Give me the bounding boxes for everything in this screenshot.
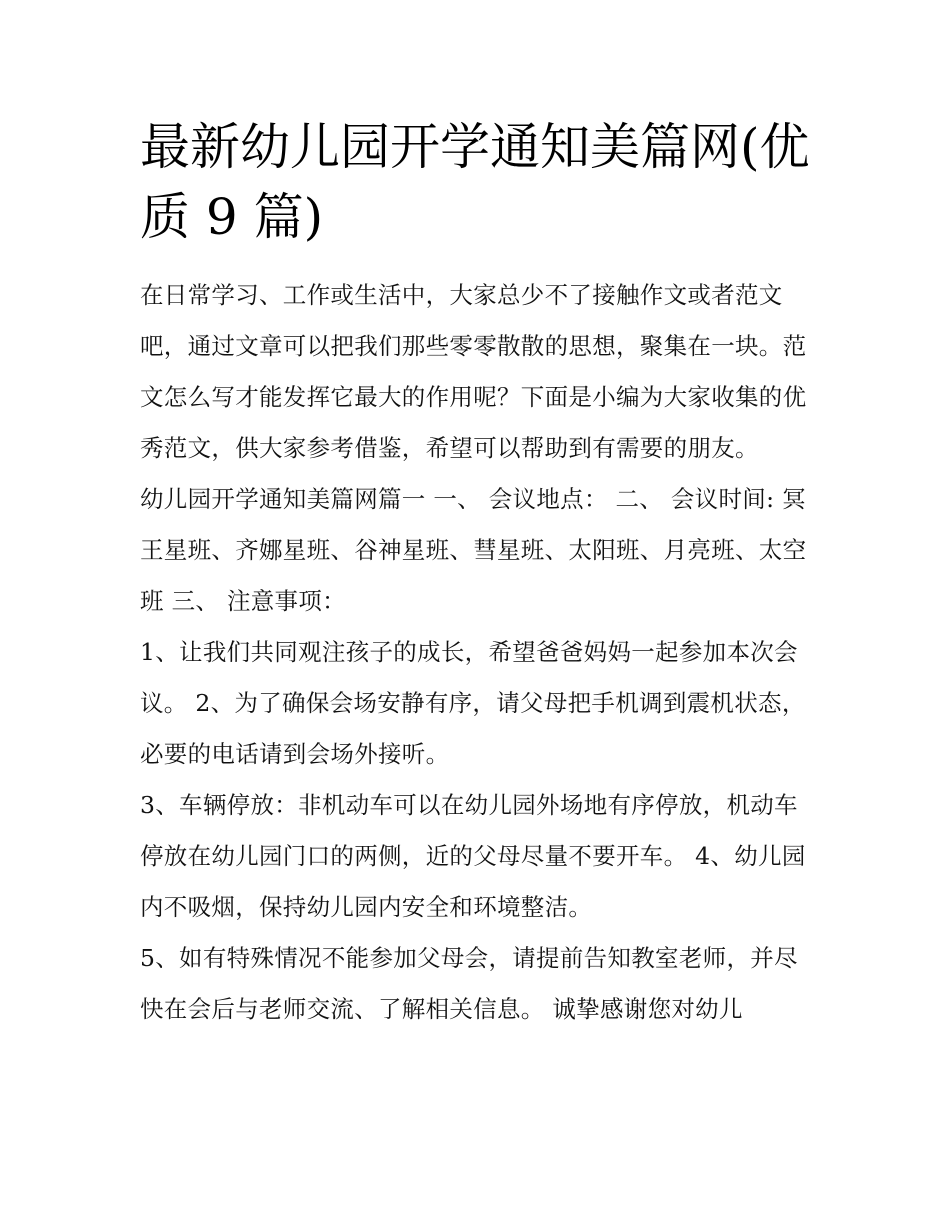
paragraph-notes-3-4: 3、车辆停放：非机动车可以在幼儿园外场地有序停放，机动车停放在幼儿园门口的两侧，近的父母尽量不要开车。 4、幼儿园内不吸烟，保持幼儿园内安全和环境整洁。: [140, 791, 806, 921]
document-body: [140, 112, 820, 1035]
document-title: 最新幼儿园开学通知美篇网(优质 9 篇): [140, 118, 810, 246]
paragraph-notes-5: 5、如有特殊情况不能参加父母会，请提前告知教室老师，并尽快在会后与老师交流、了解相关信息。 诚挚感谢您对幼儿: [140, 944, 798, 1023]
paragraph-intro: 在日常学习、工作或生活中，大家总少不了接触作文或者范文吧，通过文章可以把我们那些零零散散的思想，聚集在一块。范文怎么写才能发挥它最大的作用呢？下面是小编为大家收集的优秀范文，供大家参考借鉴，希望可以帮助到有需要的朋友。: [140, 281, 807, 462]
paragraph-notes-1-2: 1、让我们共同观注孩子的成长，希望爸爸妈妈一起参加本次会议。 2、为了确保会场安静有序，请父母把手机调到震机状态，必要的电话请到会场外接听。: [140, 638, 806, 768]
paragraph-meeting-info: 幼儿园开学通知美篇网篇一 一、 会议地点： 二、 会议时间: 冥王星班、齐娜星班、谷神星班、彗星班、太阳班、月亮班、太空班 三、 注意事项：: [140, 485, 807, 615]
